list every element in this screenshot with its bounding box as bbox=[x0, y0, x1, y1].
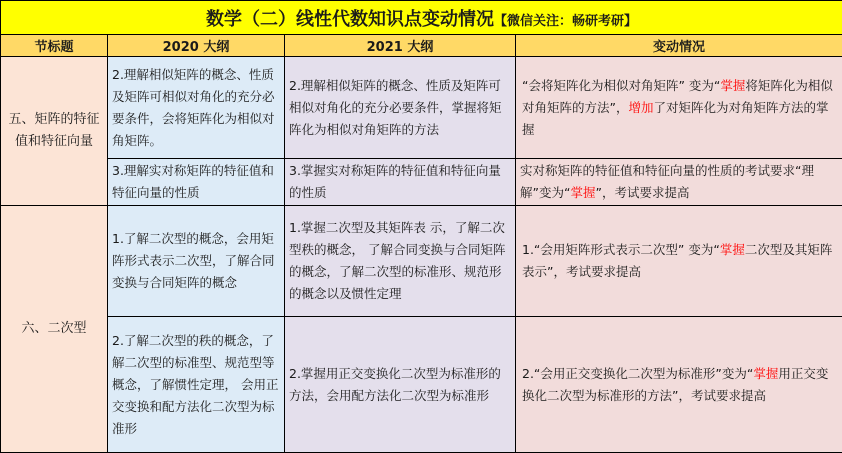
title-sub: 【微信关注：畅研考研】 bbox=[494, 13, 638, 29]
title-main: 数学（二）线性代数知识点变动情况 bbox=[206, 8, 494, 30]
section-title bbox=[1, 206, 108, 453]
change-text: 了对矩阵化为对角矩阵方法的掌握 bbox=[522, 99, 829, 137]
section-name: 六、二次型 bbox=[21, 321, 87, 336]
header-2020-outline: 2020 大纲 bbox=[108, 35, 285, 57]
outline-2021-cell: 3.掌握实对称矩阵的特征值和特征向量的性质 bbox=[285, 159, 516, 206]
change-text: 1.“会用矩阵形式表示二次型” 变为“ bbox=[522, 242, 720, 257]
section-name: 五、矩阵的特征值和特征向量 bbox=[8, 112, 100, 149]
change-text: 用正交变换化二次型为标准形的方法”，考试要求提高 bbox=[522, 365, 829, 403]
change-text: 实对称矩阵的特征值和特征向量的性质的考试要求“理解”变为“ bbox=[520, 163, 814, 200]
change-text: 2.“会用正交变换化二次型为标准形”变为“ bbox=[522, 365, 754, 381]
header-changes: 变动情况 bbox=[516, 35, 842, 57]
change-cell bbox=[516, 159, 842, 206]
change-text: 将矩阵化为相似对角矩阵的方法”， bbox=[522, 77, 833, 115]
outline-2021-cell: 2.掌握用正交变换化二次型为标准形的方法，会用配方法化二次型为标准形 bbox=[285, 317, 516, 453]
table-title bbox=[1, 1, 842, 35]
outline-2020-cell: 1.了解二次型的概念，会用矩阵形式表示二次型，了解合同变换与合同矩阵的概念 bbox=[108, 206, 285, 317]
outline-2020-cell: 2.理解相似矩阵的概念、性质及矩阵可相似对角化的充分必要条件，会将矩阵化为相似对角矩阵。 bbox=[108, 57, 285, 159]
outline-2020-cell: 2.了解二次型的秩的概念，了解二次型的标准型、规范型等概念，了解惯性定理， 会用正交变换和配方法化二次型为标准形 bbox=[108, 317, 285, 453]
change-highlight: 掌握 bbox=[753, 365, 779, 381]
change-highlight: 掌握 bbox=[719, 242, 745, 257]
change-cell bbox=[516, 57, 842, 159]
header-2021-outline: 2021 大纲 bbox=[285, 35, 516, 57]
change-cell bbox=[516, 206, 842, 317]
outline-2020-cell: 3.理解实对称矩阵的特征值和特征向量的性质 bbox=[108, 159, 285, 206]
outline-2021-cell: 1.掌握二次型及其矩阵表 示，了解二次型秩的概念， 了解合同变换与合同矩阵的概念，了解二次型的标准形、规范形的概念以及惯性定理 bbox=[285, 206, 516, 317]
header-section-title: 节标题 bbox=[1, 35, 108, 57]
change-highlight: 掌握 bbox=[570, 185, 596, 200]
change-text: 二次型及其矩阵表示”，考试要求提高 bbox=[522, 242, 833, 279]
change-text: ”，考试要求提高 bbox=[595, 185, 690, 200]
change-text: “会将矩阵化为相似对角矩阵” 变为“ bbox=[522, 77, 721, 93]
change-highlight: 增加 bbox=[628, 99, 654, 115]
outline-2021-cell: 2.理解相似矩阵的概念、性质及矩阵可相似对角化的充分必要条件，掌握将矩阵化为相似对角矩阵的方法 bbox=[285, 57, 516, 159]
section-title bbox=[1, 57, 108, 206]
change-cell bbox=[516, 317, 842, 453]
change-highlight: 掌握 bbox=[720, 77, 746, 93]
